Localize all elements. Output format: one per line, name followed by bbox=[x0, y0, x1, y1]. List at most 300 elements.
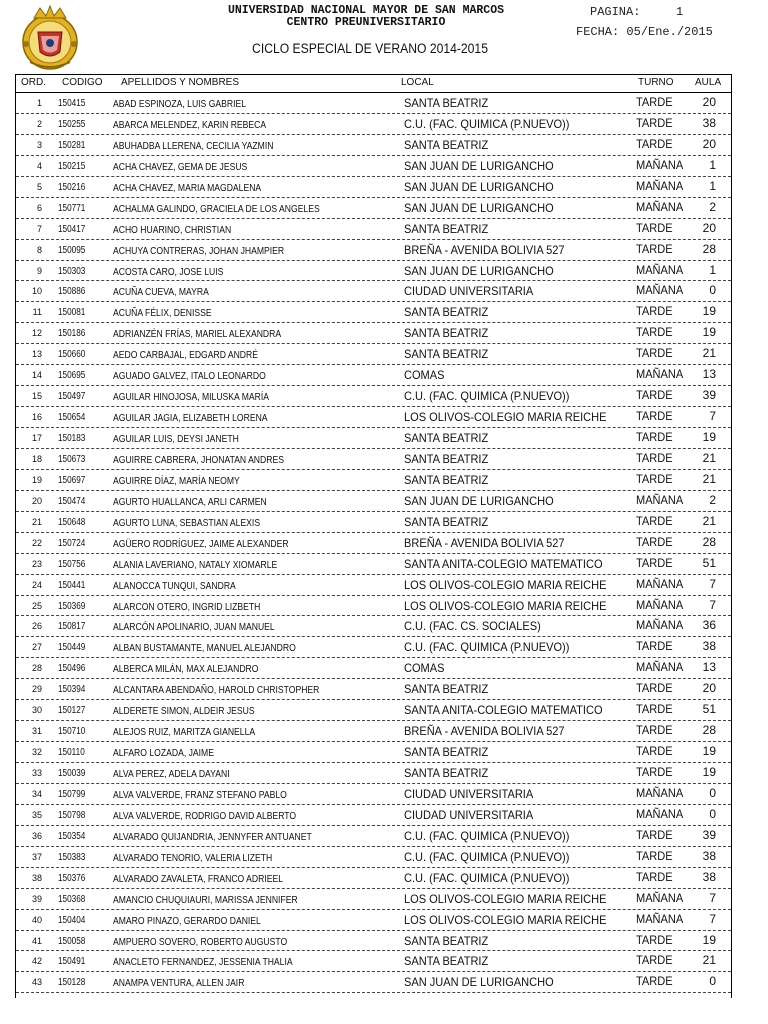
cell-codigo: 150383 bbox=[58, 851, 86, 863]
cell-nombre: ALCANTARA ABENDAÑO, HAROLD CHRISTOPHER bbox=[113, 684, 320, 697]
cell-turno: MAÑANA bbox=[636, 890, 684, 905]
cell-turno: MAÑANA bbox=[636, 157, 684, 172]
cell-turno: MAÑANA bbox=[636, 199, 684, 214]
cell-ord: 22 bbox=[31, 537, 42, 548]
cell-aula: 7 bbox=[709, 890, 716, 905]
cell-codigo: 150756 bbox=[58, 558, 86, 570]
cell-nombre: ALEJOS RUIZ, MARITZA GIANELLA bbox=[113, 726, 256, 739]
cell-turno: MAÑANA bbox=[636, 283, 684, 298]
cell-aula: 7 bbox=[709, 911, 716, 926]
cell-ord: 31 bbox=[31, 726, 42, 737]
cell-ord: 1 bbox=[36, 98, 42, 108]
cell-aula: 28 bbox=[702, 241, 716, 256]
page-label: PAGINA: bbox=[590, 5, 641, 19]
cell-nombre: ALDERETE SIMON, ALDEIR JESUS bbox=[113, 705, 255, 718]
table-row bbox=[16, 491, 731, 512]
cell-turno: MAÑANA bbox=[636, 262, 684, 277]
cell-codigo: 150369 bbox=[58, 600, 86, 612]
cell-nombre: ABARCA MELENDEZ, KARIN REBECA bbox=[113, 118, 267, 131]
cell-local: SANTA BEATRIZ bbox=[404, 221, 489, 236]
cell-turno: TARDE bbox=[636, 450, 673, 465]
cell-turno: TARDE bbox=[636, 346, 673, 361]
cell-codigo: 150216 bbox=[58, 181, 86, 193]
cell-local: BREÑA - AVENIDA BOLIVIA 527 bbox=[404, 535, 565, 550]
center-subtitle: CENTRO PREUNIVERSITARIO bbox=[286, 16, 446, 29]
cell-local: SANTA BEATRIZ bbox=[404, 514, 489, 529]
cell-ord: 24 bbox=[31, 579, 42, 590]
cell-aula: 20 bbox=[702, 681, 716, 696]
cell-aula: 20 bbox=[702, 95, 716, 109]
cell-turno: TARDE bbox=[636, 681, 673, 696]
date-line bbox=[576, 25, 713, 39]
cell-nombre: ALFARO LOZADA, JAIME bbox=[113, 747, 214, 760]
table-row bbox=[16, 972, 731, 993]
cell-codigo: 150799 bbox=[58, 788, 86, 800]
table-row bbox=[16, 637, 731, 658]
cell-turno: TARDE bbox=[636, 723, 673, 738]
cell-aula: 19 bbox=[702, 304, 716, 319]
table-row bbox=[16, 198, 731, 219]
table-row bbox=[16, 512, 731, 533]
cell-local: SANTA BEATRIZ bbox=[404, 954, 489, 969]
table-row bbox=[16, 931, 731, 952]
cell-turno: TARDE bbox=[636, 974, 673, 989]
cell-local: LOS OLIVOS-COLEGIO MARIA REICHE bbox=[404, 598, 607, 613]
cell-nombre: AGUIRRE CABRERA, JHONATAN ANDRES bbox=[113, 453, 284, 466]
cell-local: SANTA ANITA-COLEGIO MATEMATICO bbox=[404, 556, 603, 571]
cell-nombre: ALVA VALVERDE, RODRIGO DAVID ALBERTO bbox=[113, 809, 297, 822]
cell-turno: TARDE bbox=[636, 471, 673, 486]
cell-nombre: AMARO PINAZO, GERARDO DANIEL bbox=[113, 914, 261, 927]
cell-turno: MAÑANA bbox=[636, 492, 684, 507]
cell-ord: 15 bbox=[31, 391, 42, 402]
cell-ord: 19 bbox=[31, 474, 42, 485]
cell-ord: 38 bbox=[31, 872, 42, 883]
cell-aula: 7 bbox=[709, 576, 716, 591]
cell-ord: 20 bbox=[31, 495, 42, 506]
cell-nombre: ACUÑA FÉLIX, DENISSE bbox=[113, 307, 212, 320]
column-header-nombres: APELLIDOS Y NOMBRES bbox=[121, 77, 240, 88]
cell-nombre: ALBAN BUSTAMANTE, MANUEL ALEJANDRO bbox=[113, 642, 296, 655]
cell-ord: 28 bbox=[31, 663, 42, 674]
cell-local: LOS OLIVOS-COLEGIO MARIA REICHE bbox=[404, 410, 607, 425]
cell-ord: 39 bbox=[31, 893, 42, 904]
cell-local: SANTA BEATRIZ bbox=[404, 431, 489, 445]
column-header-aula: AULA bbox=[695, 77, 722, 88]
table-row bbox=[16, 596, 731, 617]
cell-ord: 17 bbox=[31, 433, 42, 443]
cell-ord: 23 bbox=[31, 558, 42, 569]
cell-codigo: 150497 bbox=[58, 391, 86, 403]
cell-nombre: ANACLETO FERNANDEZ, JESSENIA THALIA bbox=[113, 956, 293, 969]
table-row bbox=[16, 219, 731, 240]
cell-ord: 13 bbox=[31, 349, 42, 360]
cell-codigo: 150183 bbox=[58, 433, 86, 444]
cell-codigo: 150491 bbox=[58, 956, 86, 968]
table-row bbox=[16, 135, 731, 156]
cell-codigo: 150404 bbox=[58, 914, 86, 926]
cell-codigo: 150496 bbox=[58, 663, 86, 675]
cell-turno: TARDE bbox=[636, 869, 673, 884]
cell-ord: 27 bbox=[31, 642, 42, 653]
cell-ord: 16 bbox=[31, 412, 42, 423]
table-row bbox=[16, 386, 731, 407]
cell-local: SANTA BEATRIZ bbox=[404, 766, 489, 780]
cell-aula: 7 bbox=[709, 597, 716, 612]
cell-ord: 11 bbox=[32, 307, 42, 318]
table-row bbox=[16, 826, 731, 847]
cell-nombre: AGUADO GALVEZ, ITALO LEONARDO bbox=[113, 370, 266, 383]
table-top-border bbox=[15, 74, 731, 75]
cell-local: SAN JUAN DE LURIGANCHO bbox=[404, 493, 554, 508]
cell-aula: 28 bbox=[702, 534, 716, 549]
cell-ord: 35 bbox=[31, 809, 42, 820]
cell-nombre: ALBERCA MILÁN, MAX ALEJANDRO bbox=[113, 663, 259, 676]
cell-nombre: ACOSTA CARO, JOSE LUIS bbox=[113, 265, 224, 278]
cell-nombre: ALVARADO ZAVALETA, FRANCO ADRIEEL bbox=[113, 872, 284, 885]
cell-ord: 14 bbox=[31, 370, 42, 381]
cell-turno: TARDE bbox=[636, 702, 673, 717]
cell-codigo: 150039 bbox=[58, 768, 86, 779]
cell-turno: TARDE bbox=[636, 95, 673, 109]
cell-aula: 38 bbox=[702, 848, 716, 863]
cell-local: LOS OLIVOS-COLEGIO MARIA REICHE bbox=[404, 577, 607, 592]
cell-turno: TARDE bbox=[636, 241, 673, 256]
cell-local: SANTA BEATRIZ bbox=[404, 96, 489, 110]
cell-codigo: 150817 bbox=[58, 621, 86, 633]
cell-turno: MAÑANA bbox=[636, 785, 684, 800]
cell-aula: 1 bbox=[709, 178, 716, 193]
cell-aula: 20 bbox=[702, 220, 716, 235]
column-header-turno: TURNO bbox=[638, 77, 674, 88]
cycle-title: CICLO ESPECIAL DE VERANO 2014-2015 bbox=[252, 41, 488, 56]
cell-ord: 33 bbox=[31, 768, 42, 778]
column-header-codigo: CODIGO bbox=[62, 77, 103, 88]
cell-codigo: 150110 bbox=[58, 747, 85, 759]
cell-codigo: 150441 bbox=[58, 579, 86, 591]
cell-local: SANTA BEATRIZ bbox=[404, 305, 489, 320]
cell-ord: 41 bbox=[31, 935, 42, 946]
cell-codigo: 150886 bbox=[58, 286, 86, 298]
cell-local: SAN JUAN DE LURIGANCHO bbox=[404, 975, 554, 990]
cell-local: BREÑA - AVENIDA BOLIVIA 527 bbox=[404, 724, 565, 739]
table-row bbox=[16, 554, 731, 575]
cell-codigo: 150648 bbox=[58, 516, 86, 528]
cell-aula: 19 bbox=[702, 765, 716, 779]
cell-ord: 6 bbox=[36, 202, 42, 213]
cell-local: COMAS bbox=[404, 661, 445, 676]
cell-local: SANTA BEATRIZ bbox=[404, 682, 489, 697]
cell-nombre: ALVA VALVERDE, FRANZ STEFANO PABLO bbox=[113, 788, 287, 801]
cell-aula: 21 bbox=[702, 471, 716, 486]
cell-aula: 28 bbox=[702, 723, 716, 738]
cell-ord: 25 bbox=[31, 600, 42, 611]
cell-codigo: 150215 bbox=[58, 160, 86, 172]
cell-codigo: 150368 bbox=[58, 893, 86, 905]
table-row bbox=[16, 784, 731, 805]
table-row bbox=[16, 323, 731, 344]
table-row bbox=[16, 365, 731, 386]
cell-ord: 2 bbox=[36, 118, 42, 129]
cell-aula: 19 bbox=[702, 932, 716, 947]
cell-nombre: ACHA CHAVEZ, GEMA DE JESUS bbox=[113, 160, 248, 173]
cell-ord: 32 bbox=[31, 747, 42, 758]
cell-aula: 0 bbox=[709, 283, 716, 298]
cell-ord: 3 bbox=[36, 139, 42, 150]
table-row bbox=[16, 951, 731, 972]
cell-codigo: 150654 bbox=[58, 412, 86, 424]
column-header-ord: ORD. bbox=[21, 77, 46, 88]
cell-nombre: ANAMPA VENTURA, ALLEN JAIR bbox=[113, 977, 245, 990]
cell-codigo: 150798 bbox=[58, 809, 86, 821]
cell-codigo: 150354 bbox=[58, 830, 86, 842]
cell-codigo: 150697 bbox=[58, 474, 86, 486]
cell-ord: 34 bbox=[31, 788, 42, 799]
cell-turno: MAÑANA bbox=[636, 660, 684, 675]
cell-turno: TARDE bbox=[636, 115, 673, 130]
cell-nombre: ALVARADO TENORIO, VALERIA LIZETH bbox=[113, 851, 273, 864]
cell-ord: 7 bbox=[36, 223, 42, 234]
cell-aula: 36 bbox=[702, 618, 716, 633]
cell-nombre: ALVA PEREZ, ADELA DAYANI bbox=[113, 768, 230, 780]
cell-nombre: ALANIA LAVERIANO, NATALY XIOMARLE bbox=[113, 558, 278, 571]
cell-codigo: 150771 bbox=[58, 202, 86, 214]
table-row bbox=[16, 177, 731, 198]
date-label: FECHA: bbox=[576, 25, 620, 39]
cell-aula: 38 bbox=[702, 639, 716, 654]
cell-turno: TARDE bbox=[636, 765, 673, 779]
cell-local: COMAS bbox=[404, 368, 445, 383]
cell-aula: 0 bbox=[709, 806, 716, 821]
cell-aula: 19 bbox=[702, 744, 716, 759]
cell-codigo: 150710 bbox=[58, 726, 86, 738]
cell-ord: 18 bbox=[31, 453, 42, 464]
cell-turno: TARDE bbox=[636, 513, 673, 528]
cell-nombre: ABUHADBA LLERENA, CECILIA YAZMIN bbox=[113, 139, 274, 152]
table-row bbox=[16, 679, 731, 700]
cell-aula: 13 bbox=[702, 367, 716, 382]
cell-turno: MAÑANA bbox=[636, 576, 684, 591]
cell-turno: MAÑANA bbox=[636, 618, 684, 633]
cell-local: CIUDAD UNIVERSITARIA bbox=[404, 807, 534, 822]
table-row bbox=[16, 910, 731, 931]
cell-aula: 21 bbox=[702, 450, 716, 465]
cell-turno: TARDE bbox=[636, 220, 673, 235]
table-row bbox=[16, 805, 731, 826]
table-row bbox=[16, 868, 731, 889]
cell-local: SANTA BEATRIZ bbox=[404, 347, 489, 362]
table-row bbox=[16, 533, 731, 554]
cell-codigo: 150673 bbox=[58, 453, 86, 465]
cell-codigo: 150255 bbox=[58, 118, 86, 130]
cell-aula: 1 bbox=[709, 157, 716, 172]
cell-nombre: ADRIANZÉN FRÍAS, MARIEL ALEXANDRA bbox=[113, 328, 282, 341]
cell-aula: 19 bbox=[702, 430, 716, 444]
table-row bbox=[16, 156, 731, 177]
cell-aula: 51 bbox=[702, 702, 716, 717]
cell-local: SAN JUAN DE LURIGANCHO bbox=[404, 263, 554, 278]
cell-local: SANTA ANITA-COLEGIO MATEMATICO bbox=[404, 703, 603, 718]
cell-codigo: 150724 bbox=[58, 537, 86, 549]
cell-local: C.U. (FAC. QUIMICA (P.NUEVO)) bbox=[404, 828, 570, 843]
cell-aula: 0 bbox=[709, 785, 716, 800]
cell-codigo: 150474 bbox=[58, 495, 86, 507]
cell-local: C.U. (FAC. QUIMICA (P.NUEVO)) bbox=[404, 116, 570, 131]
table-row bbox=[16, 616, 731, 637]
cell-nombre: ACUÑA CUEVA, MAYRA bbox=[113, 286, 209, 299]
cell-codigo: 150058 bbox=[58, 935, 86, 947]
table-row bbox=[16, 470, 731, 491]
table-row bbox=[16, 721, 731, 742]
table-row bbox=[16, 847, 731, 868]
cell-turno: TARDE bbox=[636, 534, 673, 549]
cell-ord: 43 bbox=[31, 977, 42, 988]
cell-ord: 36 bbox=[31, 830, 42, 841]
cell-nombre: ACHA CHAVEZ, MARIA MAGDALENA bbox=[113, 181, 262, 194]
cell-codigo: 150127 bbox=[58, 705, 86, 717]
table-row bbox=[16, 428, 731, 449]
cell-nombre: AGUILAR JAGIA, ELIZABETH LORENA bbox=[113, 412, 268, 425]
table-row bbox=[16, 302, 731, 323]
university-title: UNIVERSIDAD NACIONAL MAYOR DE SAN MARCOS bbox=[227, 4, 505, 17]
students-table-body bbox=[16, 93, 731, 993]
table-row bbox=[16, 114, 731, 135]
cell-nombre: ACHO HUARINO, CHRISTIAN bbox=[113, 223, 232, 236]
cell-turno: TARDE bbox=[636, 827, 673, 842]
table-row bbox=[16, 658, 731, 679]
cell-ord: 26 bbox=[31, 621, 42, 632]
cell-aula: 21 bbox=[702, 346, 716, 361]
cell-codigo: 150695 bbox=[58, 370, 86, 382]
cell-nombre: ABAD ESPINOZA, LUIS GABRIEL bbox=[113, 98, 247, 110]
cell-local: SANTA BEATRIZ bbox=[404, 472, 489, 487]
cell-aula: 38 bbox=[702, 115, 716, 130]
cell-aula: 7 bbox=[709, 409, 716, 424]
cell-local: SANTA BEATRIZ bbox=[404, 745, 489, 760]
cell-codigo: 150303 bbox=[58, 265, 86, 277]
cell-turno: TARDE bbox=[636, 848, 673, 863]
cell-local: CIUDAD UNIVERSITARIA bbox=[404, 786, 534, 801]
cell-aula: 21 bbox=[702, 513, 716, 528]
date-value: 05/Ene./2015 bbox=[626, 25, 713, 39]
cell-nombre: AGURTO HUALLANCA, ARLI CARMEN bbox=[113, 495, 267, 508]
cell-nombre: ALARCÓN APOLINARIO, JUAN MANUEL bbox=[113, 621, 275, 634]
cell-ord: 10 bbox=[31, 286, 42, 297]
cell-turno: MAÑANA bbox=[636, 178, 684, 193]
cell-codigo: 150376 bbox=[58, 872, 86, 884]
cell-turno: TARDE bbox=[636, 409, 673, 424]
cell-turno: TARDE bbox=[636, 932, 673, 947]
cell-turno: TARDE bbox=[636, 136, 673, 151]
cell-turno: MAÑANA bbox=[636, 806, 684, 821]
cell-ord: 5 bbox=[36, 181, 42, 192]
cell-local: SANTA BEATRIZ bbox=[404, 933, 489, 948]
page-number: 1 bbox=[676, 5, 684, 19]
column-header-local: LOCAL bbox=[401, 77, 434, 88]
cell-ord: 8 bbox=[36, 244, 42, 255]
cell-nombre: AMANCIO CHUQUIAURI, MARISSA JENNIFER bbox=[113, 893, 298, 906]
cell-ord: 30 bbox=[31, 705, 42, 716]
cell-aula: 0 bbox=[709, 974, 716, 989]
cell-ord: 4 bbox=[36, 160, 42, 171]
cell-aula: 39 bbox=[702, 827, 716, 842]
table-row bbox=[16, 742, 731, 763]
cell-nombre: ACHALMA GALINDO, GRACIELA DE LOS ANGELES bbox=[113, 202, 320, 215]
cell-local: C.U. (FAC. QUIMICA (P.NUEVO)) bbox=[404, 640, 570, 655]
cell-ord: 12 bbox=[31, 328, 42, 339]
table-right-border bbox=[731, 74, 732, 998]
cell-aula: 21 bbox=[702, 953, 716, 968]
cell-codigo: 150394 bbox=[58, 684, 86, 696]
cell-turno: TARDE bbox=[636, 639, 673, 654]
cell-nombre: AGURTO LUNA, SEBASTIAN ALEXIS bbox=[113, 516, 261, 529]
cell-turno: TARDE bbox=[636, 430, 673, 444]
cell-aula: 13 bbox=[702, 660, 716, 675]
cell-nombre: ALANOCCA TUNQUI, SANDRA bbox=[113, 579, 236, 592]
cell-codigo: 150095 bbox=[58, 244, 86, 256]
cell-local: LOS OLIVOS-COLEGIO MARIA REICHE bbox=[404, 912, 607, 927]
cell-aula: 51 bbox=[702, 555, 716, 570]
cell-turno: TARDE bbox=[636, 555, 673, 570]
cell-nombre: ALVARADO QUIJANDRIA, JENNYFER ANTUANET bbox=[113, 830, 312, 843]
table-row bbox=[16, 700, 731, 721]
cell-local: SAN JUAN DE LURIGANCHO bbox=[404, 158, 554, 173]
table-row bbox=[16, 575, 731, 596]
cell-local: SANTA BEATRIZ bbox=[404, 326, 489, 341]
table-row bbox=[16, 344, 731, 365]
cell-nombre: ACHUYA CONTRERAS, JOHAN JHAMPIER bbox=[113, 244, 285, 257]
cell-aula: 38 bbox=[702, 869, 716, 884]
cell-ord: 42 bbox=[31, 956, 42, 967]
table-row bbox=[16, 763, 731, 784]
cell-turno: TARDE bbox=[636, 744, 673, 759]
cell-codigo: 150281 bbox=[58, 139, 86, 151]
cell-local: SAN JUAN DE LURIGANCHO bbox=[404, 200, 554, 215]
cell-aula: 2 bbox=[709, 492, 716, 507]
cell-local: C.U. (FAC. QUIMICA (P.NUEVO)) bbox=[404, 870, 570, 885]
cell-turno: TARDE bbox=[636, 304, 673, 319]
cell-aula: 20 bbox=[702, 136, 716, 151]
table-row bbox=[16, 240, 731, 261]
cell-ord: 21 bbox=[31, 516, 42, 527]
cell-codigo: 150186 bbox=[58, 328, 86, 340]
cell-nombre: AEDO CARBAJAL, EDGARD ANDRÉ bbox=[113, 349, 258, 362]
cell-local: SANTA BEATRIZ bbox=[404, 137, 489, 152]
cell-local: SANTA BEATRIZ bbox=[404, 451, 489, 466]
cell-ord: 37 bbox=[31, 851, 42, 862]
cell-nombre: AGUILAR LUIS, DEYSI JANETH bbox=[113, 433, 239, 445]
cell-local: C.U. (FAC. CS. SOCIALES) bbox=[404, 619, 541, 634]
cell-codigo: 150128 bbox=[58, 977, 86, 989]
cell-codigo: 150081 bbox=[58, 307, 86, 319]
cell-codigo: 150417 bbox=[58, 223, 86, 235]
cell-turno: TARDE bbox=[636, 325, 673, 340]
table-row bbox=[16, 889, 731, 910]
table-row bbox=[16, 407, 731, 428]
university-seal-logo bbox=[16, 4, 84, 72]
cell-aula: 2 bbox=[709, 199, 716, 214]
table-row bbox=[16, 281, 731, 302]
cell-nombre: ALARCON OTERO, INGRID LIZBETH bbox=[113, 600, 261, 613]
cell-nombre: AGUIRRE DÍAZ, MARÍA NEOMY bbox=[113, 474, 240, 487]
cell-turno: MAÑANA bbox=[636, 597, 684, 612]
cell-codigo: 150449 bbox=[58, 642, 86, 654]
cell-local: BREÑA - AVENIDA BOLIVIA 527 bbox=[404, 242, 565, 257]
table-row bbox=[16, 93, 731, 114]
cell-turno: TARDE bbox=[636, 953, 673, 968]
cell-ord: 40 bbox=[31, 914, 42, 925]
cell-local: SAN JUAN DE LURIGANCHO bbox=[404, 179, 554, 194]
